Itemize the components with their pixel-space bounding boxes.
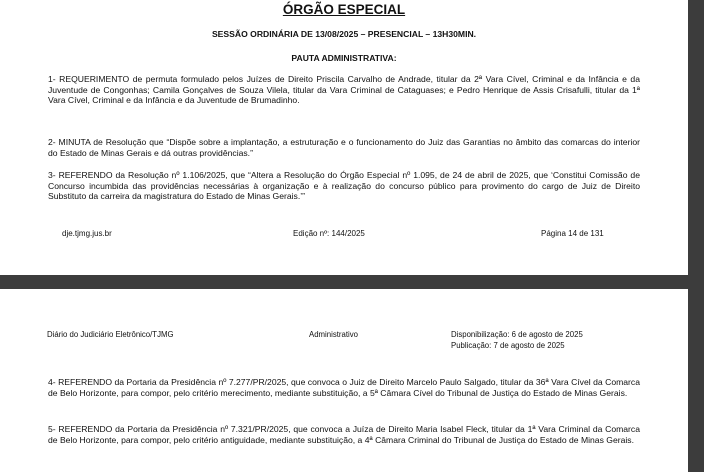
footer-site: dje.tjmg.jus.br	[62, 229, 112, 238]
agenda-item-5: 5- REFERENDO da Portaria da Presidência nº 7.321/PR/2025, que convoca a Juíza de Direito Maria Isabel Fleck, titular da 1ª Vara Criminal da Comarca de Belo Horizonte, para compor, pelo critério antiguidade, mediante substituição, a 4ª Câmara Criminal do Tribunal de Justiça do Estado de Minas Gerais.	[48, 424, 640, 445]
section-title: ÓRGÃO ESPECIAL	[282, 2, 406, 17]
header-availability-date: Disponibilização: 6 de agosto de 2025	[451, 330, 583, 339]
session-heading: SESSÃO ORDINÁRIA DE 13/08/2025 – PRESENCIAL – 13H30MIN.	[211, 29, 477, 39]
header-section: Administrativo	[309, 330, 358, 339]
footer-edition: Edição nº: 144/2025	[293, 229, 365, 238]
document-page-15	[0, 289, 688, 472]
footer-page-number: Página 14 de 131	[541, 229, 604, 238]
agenda-item-2: 2- MINUTA de Resolução que “Dispõe sobre a implantação, a estruturação e o funcionamento do Juiz das Garantias no âmbito das comarcas do interior do Estado de Minas Gerais e dá outras providências.”	[48, 137, 640, 158]
header-journal: Diário do Judiciário Eletrônico/TJMG	[47, 330, 174, 339]
agenda-item-3: 3- REFERENDO da Resolução nº 1.106/2025, que “Altera a Resolução do Órgão Especial nº 1.095, de 24 de abril de 2025, que ‘Constitui Comissão de Concurso incumbida das providências necessárias à organização e à realização do concurso público para provimento do cargo de Juiz de Direito Substituto da carreira da magistratura do Estado de Minas Gerais.’”	[48, 170, 640, 201]
header-publication-date: Publicação: 7 de agosto de 2025	[451, 341, 565, 350]
agenda-item-1: 1- REQUERIMENTO de permuta formulado pelos Juízes de Direito Priscila Carvalho de Andrade, titular da 2ª Vara Cível, Criminal e da Infância e da Juventude de Congonhas; Camila Gonçalves de Souza Vilela, titular da Vara Criminal de Cataguases; e Pedro Henrique de Assis Crisafulli, titular da 1ª Vara Cível, Criminal e da Infância e da Juventude de Brumadinho.	[48, 74, 640, 105]
agenda-item-4: 4- REFERENDO da Portaria da Presidência nº 7.277/PR/2025, que convoca o Juiz de Direito Marcelo Paulo Salgado, titular da 36ª Vara Cível da Comarca de Belo Horizonte, para compor, pelo critério merecimento, mediante substituição, a 5ª Câmara Cível do Tribunal de Justiça do Estado de Minas Gerais.	[48, 377, 640, 398]
agenda-heading: PAUTA ADMINISTRATIVA:	[291, 53, 397, 63]
